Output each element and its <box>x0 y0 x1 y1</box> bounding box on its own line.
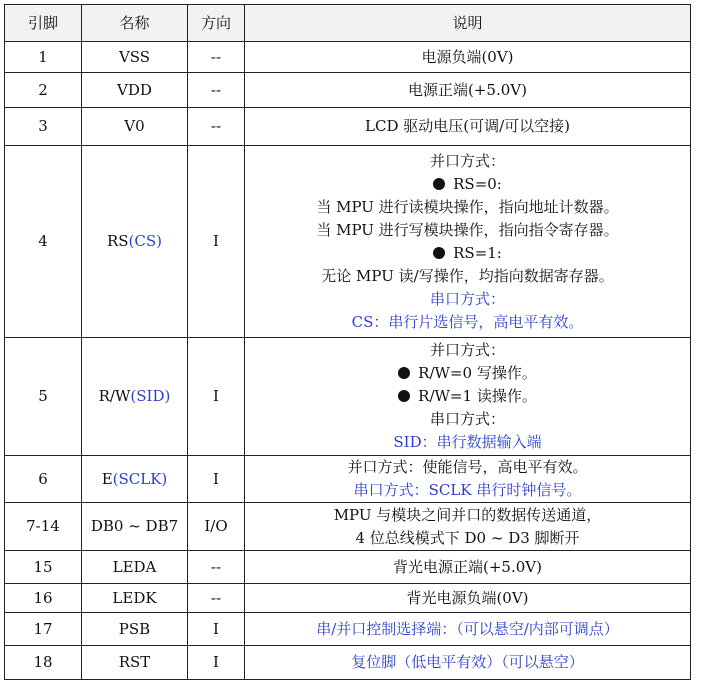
cell-name: DB0 ~ DB7 <box>82 503 188 551</box>
description-line: 并口方式： <box>429 151 505 170</box>
cell-description: 电源负端(0V) <box>245 42 691 73</box>
bullet-icon <box>433 247 445 259</box>
table-row <box>5 613 691 646</box>
cell-description: 串/并口控制选择端：（可以悬空/内部可调点） <box>245 613 691 646</box>
cell-direction: I/O <box>188 503 245 551</box>
cell-direction: -- <box>188 42 245 73</box>
serial-name: (SID) <box>130 387 171 405</box>
cell-description <box>245 503 691 551</box>
description-line: RS=1: <box>249 242 686 265</box>
table-row <box>5 551 691 584</box>
cell-direction: I <box>188 646 245 680</box>
cell-direction: I <box>188 146 245 338</box>
table-row <box>5 584 691 613</box>
cell-description: 电源正端(+5.0V) <box>245 73 691 108</box>
pin-table <box>4 4 691 680</box>
cell-direction: -- <box>188 551 245 584</box>
description-line: 并口方式： <box>429 341 505 359</box>
header-description: 说明 <box>245 5 691 42</box>
header-name: 名称 <box>82 5 188 42</box>
header-row <box>5 5 691 42</box>
cell-direction: I <box>188 613 245 646</box>
cell-pin: 7-14 <box>5 503 82 551</box>
cell-direction: -- <box>188 73 245 108</box>
table-row <box>5 503 691 551</box>
description-line: 当 MPU 进行读模块操作，指向地址计数器。 <box>316 197 619 216</box>
cell-name: R/W(SID) <box>82 338 188 456</box>
cell-pin: 16 <box>5 584 82 613</box>
description-line: 并口方式：使能信号，高电平有效。 <box>347 458 588 476</box>
cell-name: LEDK <box>82 584 188 613</box>
cell-name: VDD <box>82 73 188 108</box>
table-row <box>5 338 691 456</box>
cell-description: 背光电源正端(+5.0V) <box>245 551 691 584</box>
bullet-icon <box>398 367 410 379</box>
description-line: 串口方式： <box>429 410 505 428</box>
cell-pin: 4 <box>5 146 82 338</box>
cell-description <box>245 338 691 456</box>
cell-pin: 5 <box>5 338 82 456</box>
cell-description: 复位脚（低电平有效）（可以悬空） <box>245 646 691 680</box>
cell-pin: 18 <box>5 646 82 680</box>
cell-pin: 15 <box>5 551 82 584</box>
cell-direction: I <box>188 338 245 456</box>
cell-description <box>245 456 691 503</box>
header-direction: 方向 <box>188 5 245 42</box>
description-line: R/W=0 写操作。 <box>249 362 686 385</box>
cell-description <box>245 146 691 338</box>
cell-pin: 6 <box>5 456 82 503</box>
table-row <box>5 146 691 338</box>
serial-name: (CS) <box>128 232 163 250</box>
description-line: MPU 与模块之间并口的数据传送通道， <box>333 505 602 524</box>
cell-name: PSB <box>82 613 188 646</box>
cell-name: RS(CS) <box>82 146 188 338</box>
description-line: 串口方式：SCLK 串行时钟信号。 <box>353 481 582 499</box>
cell-name: E(SCLK) <box>82 456 188 503</box>
cell-name: RST <box>82 646 188 680</box>
cell-pin: 2 <box>5 73 82 108</box>
table-row <box>5 73 691 108</box>
description-line: SID：串行数据输入端 <box>393 433 542 451</box>
description-line: 当 MPU 进行写模块操作，指向指令寄存器。 <box>316 220 619 239</box>
description-line: RS=0: <box>249 173 686 196</box>
cell-description: 背光电源负端(0V) <box>245 584 691 613</box>
bullet-icon <box>398 390 410 402</box>
cell-direction: I <box>188 456 245 503</box>
cell-pin: 1 <box>5 42 82 73</box>
cell-direction: -- <box>188 584 245 613</box>
table-row <box>5 646 691 680</box>
table-row <box>5 42 691 73</box>
description-line: CS：串行片选信号，高电平有效。 <box>351 312 584 331</box>
description-line: R/W=1 读操作。 <box>249 385 686 408</box>
cell-pin: 3 <box>5 108 82 146</box>
bullet-icon <box>433 178 445 190</box>
cell-name: LEDA <box>82 551 188 584</box>
cell-description: LCD 驱动电压(可调/可以空接) <box>245 108 691 146</box>
header-pin: 引脚 <box>5 5 82 42</box>
table-row <box>5 456 691 503</box>
table-row <box>5 108 691 146</box>
table-body <box>5 42 691 680</box>
cell-pin: 17 <box>5 613 82 646</box>
description-line: 无论 MPU 读/写操作，均指向数据寄存器。 <box>321 266 614 285</box>
cell-name: VSS <box>82 42 188 73</box>
description-line: 串口方式： <box>429 289 505 308</box>
cell-direction: -- <box>188 108 245 146</box>
cell-name: V0 <box>82 108 188 146</box>
serial-name: (SCLK) <box>112 469 168 488</box>
description-line: 4 位总线模式下 D0 ~ D3 脚断开 <box>355 528 580 547</box>
